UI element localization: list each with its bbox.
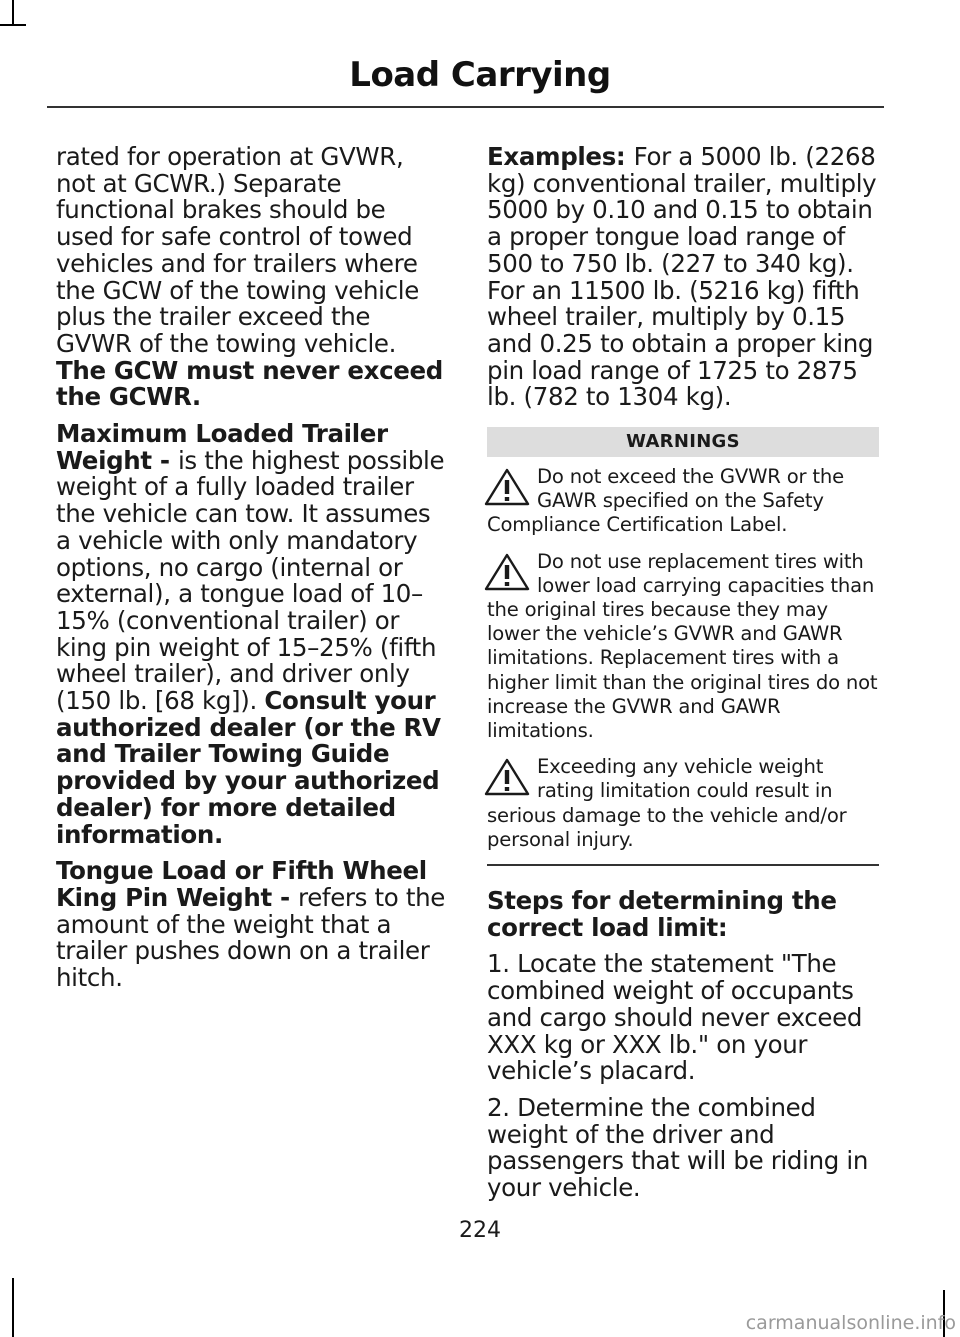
paragraph-gcw (56, 144, 448, 411)
warning-triangle-icon (483, 757, 531, 797)
paragraph-max-trailer-weight (56, 421, 448, 848)
warning-triangle-icon (483, 552, 531, 592)
warning-item (487, 550, 879, 744)
right-column (487, 144, 879, 1212)
paragraph-examples (487, 144, 879, 411)
examples-text: For a 5000 lb. (2268 kg) conventional trailer, multiply 5000 by 0.10 and 0.15 to obtain a proper tongue load range of 500 to 750 lb. (227 to 340 kg). For an 11500 lb. (5216 kg) fifth wheel trailer, multiply by 0.15 and 0.25 to obtain a proper king pin load range of 1725 to 2875 lb. (782 to 1304 kg). (487, 142, 877, 412)
watermark: carmanualsonline.info (745, 1312, 956, 1334)
warning-text: Exceeding any vehicle weight rating limitation could result in serious damage to the vehicle and/or personal injury. (487, 755, 847, 851)
warning-item (487, 465, 879, 538)
left-column (56, 144, 448, 1002)
term-tongue-load: Tongue Load or Fifth Wheel King Pin Weight - (56, 856, 427, 912)
page-title: Load Carrying (349, 55, 611, 95)
step-2: 2. Determine the combined weight of the driver and passengers that will be riding in your vehicle. (487, 1093, 869, 1203)
warning-triangle-icon (483, 467, 531, 507)
step-1: 1. Locate the statement "The combined weight of occupants and cargo should never exceed XXX kg or XXX lb." on your vehicle’s placard. (487, 949, 863, 1086)
warning-text: Do not exceed the GVWR or the GAWR specified on the Safety Compliance Certification Label. (487, 465, 844, 537)
term-max-trailer-weight: Maximum Loaded Trailer Weight - (56, 419, 388, 475)
warnings-divider (487, 864, 879, 866)
crop-mark-bottom-left (12, 1278, 14, 1337)
paragraph-gcw-bold: The GCW must never exceed the GCWR. (56, 355, 443, 412)
examples-label: Examples: (487, 142, 634, 171)
warning-item (487, 755, 879, 852)
consult-dealer-note: Consult your authorized dealer (or the RV and Trailer Towing Guide provided by your authorized dealer) for more detailed information. (56, 686, 441, 849)
warning-text: Do not use replacement tires with lower load carrying capacities than the original tires because they may lower the vehicle’s GVWR and GAWR limitations. Replacement tires with a higher limit than the original tires do not increase the GVWR and GAWR limitations. (487, 549, 878, 743)
page-number: 224 (459, 1218, 501, 1243)
paragraph-tongue-load (56, 858, 448, 992)
header-divider (47, 106, 884, 108)
definition-tongue-load: refers to the amount of the weight that a trailer pushes down on a trailer hitch. (56, 882, 445, 993)
paragraph-gcw-text: rated for operation at GVWR, not at GCWR.) Separate functional brakes should be used for safe control of towed vehicles and for trailers where the GCW of the towing vehicle plus the trailer exceed the GVWR of the towing vehicle. (56, 142, 419, 358)
crop-mark-top-left-horizontal (0, 24, 26, 26)
steps-heading: Steps for determining the correct load limit: (487, 886, 837, 942)
warnings-header: WARNINGS (487, 427, 879, 457)
definition-max-trailer-weight: is the highest possible weight of a fully loaded trailer the vehicle can tow. It assumes a vehicle with only mandatory options, no cargo (internal or external), a tongue load of 10–15% (conventional trailer) or king pin weight of 15–25% (fifth wheel trailer), and driver only (150 lb. [68 kg]). (56, 445, 445, 716)
crop-mark-top-left-vertical (12, 0, 14, 26)
